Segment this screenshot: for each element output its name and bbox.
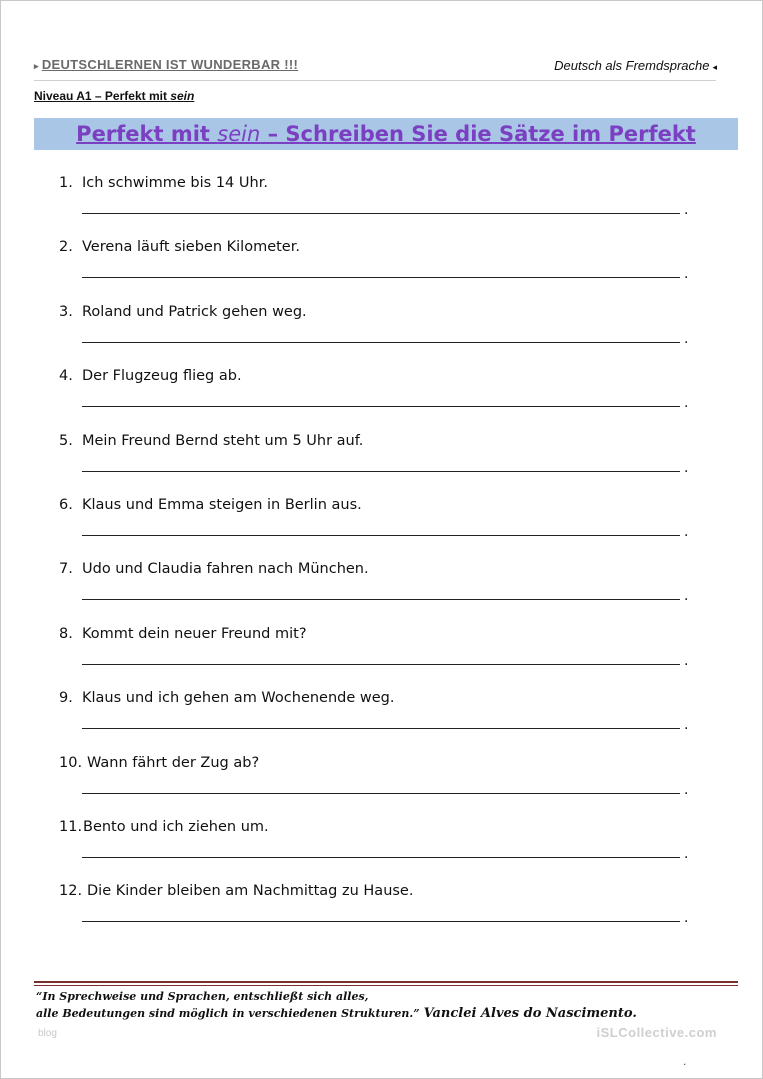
exercise-number: 4.: [59, 368, 73, 384]
exercise-item: [0, 690, 763, 750]
exercise-sentence: Kommt dein neuer Freund mit?: [82, 626, 307, 642]
exercise-number: 1.: [59, 175, 73, 191]
exercise-sentence: Klaus und Emma steigen in Berlin aus.: [82, 497, 362, 513]
answer-line[interactable]: [82, 535, 680, 536]
exercise-number: 10.: [59, 755, 83, 771]
answer-line-period: .: [684, 846, 689, 862]
corner-mark: .: [683, 1054, 687, 1068]
header-divider: [34, 80, 716, 81]
footer-rule-thick: [34, 981, 738, 983]
answer-line[interactable]: [82, 857, 680, 858]
worksheet-title: [76, 122, 696, 146]
quote-line-1: “In Sprechweise und Sprachen, entschließt sich alles,: [36, 990, 369, 1003]
answer-line[interactable]: [82, 793, 680, 794]
exercise-number: 12.: [59, 883, 83, 899]
exercise-item: [0, 883, 763, 943]
exercise-sentence: Roland und Patrick gehen weg.: [82, 304, 307, 320]
quote-line-2-text: alle Bedeutungen sind möglich in verschiedenen Strukturen.”: [36, 1007, 420, 1020]
exercise-sentence: Klaus und ich gehen am Wochenende weg.: [82, 690, 395, 706]
answer-line-period: .: [684, 202, 689, 218]
exercise-item: [0, 497, 763, 557]
exercise-sentence: Die Kinder bleiben am Nachmittag zu Hause.: [87, 883, 414, 899]
exercise-number: 2.: [59, 239, 73, 255]
exercise-number: 9.: [59, 690, 73, 706]
title-bar: [34, 118, 738, 150]
answer-line[interactable]: [82, 921, 680, 922]
answer-line[interactable]: [82, 728, 680, 729]
title-sein: sein: [217, 122, 261, 146]
answer-line-period: .: [684, 653, 689, 669]
islcollective-watermark: iSLCollective.com: [596, 1025, 717, 1040]
level-label: [34, 89, 194, 103]
answer-line[interactable]: [82, 471, 680, 472]
exercise-number: 3.: [59, 304, 73, 320]
header-left-text: DEUTSCHLERNEN IST WUNDERBAR !!!: [41, 57, 299, 72]
exercise-sentence: Ich schwimme bis 14 Uhr.: [82, 175, 268, 191]
answer-line-period: .: [684, 524, 689, 540]
answer-line-period: .: [684, 395, 689, 411]
exercise-sentence: Verena läuft sieben Kilometer.: [82, 239, 300, 255]
exercise-item: [0, 304, 763, 364]
header-left-title: [34, 57, 298, 72]
exercise-number: 6.: [59, 497, 73, 513]
exercise-item: [0, 239, 763, 299]
answer-line-period: .: [684, 460, 689, 476]
exercise-number: 5.: [59, 433, 73, 449]
answer-line-period: .: [684, 910, 689, 926]
exercise-item: [0, 175, 763, 235]
header-right-text: Deutsch als Fremdsprache: [554, 58, 710, 73]
blog-watermark: blog: [38, 1028, 57, 1039]
exercise-sentence: Bento und ich ziehen um.: [83, 819, 269, 835]
quote-line-2: [36, 1005, 736, 1022]
answer-line[interactable]: [82, 213, 680, 214]
exercise-sentence: Der Flugzeug flieg ab.: [82, 368, 242, 384]
exercise-number: 7.: [59, 561, 73, 577]
header-right-title: [554, 58, 717, 73]
footer-quote: [36, 988, 736, 1022]
exercise-sentence: Wann fährt der Zug ab?: [87, 755, 260, 771]
exercise-item: [0, 626, 763, 686]
answer-line-period: .: [684, 331, 689, 347]
quote-author: Vanclei Alves do Nascimento.: [423, 1006, 637, 1021]
footer-rule-thin: [34, 985, 738, 986]
exercise-item: [0, 755, 763, 815]
answer-line[interactable]: [82, 342, 680, 343]
title-part2: – Schreiben Sie die Sätze im Perfekt: [260, 122, 696, 146]
title-part1: Perfekt mit: [76, 122, 218, 146]
exercise-sentence: Udo und Claudia fahren nach München.: [82, 561, 369, 577]
answer-line[interactable]: [82, 599, 680, 600]
triangle-left-icon: ◂: [712, 62, 717, 72]
exercise-sentence: Mein Freund Bernd steht um 5 Uhr auf.: [82, 433, 364, 449]
exercise-item: [0, 819, 763, 879]
exercise-number: 11.: [59, 819, 83, 835]
level-sein: sein: [170, 89, 195, 103]
answer-line-period: .: [684, 588, 689, 604]
answer-line[interactable]: [82, 277, 680, 278]
answer-line[interactable]: [82, 406, 680, 407]
level-prefix: Niveau A1 – Perfekt mit: [34, 89, 171, 103]
answer-line-period: .: [684, 717, 689, 733]
exercise-number: 8.: [59, 626, 73, 642]
exercise-item: [0, 561, 763, 621]
exercise-item: [0, 368, 763, 428]
answer-line[interactable]: [82, 664, 680, 665]
exercise-item: [0, 433, 763, 493]
answer-line-period: .: [684, 782, 689, 798]
answer-line-period: .: [684, 266, 689, 282]
triangle-right-icon: ▸: [34, 61, 39, 71]
